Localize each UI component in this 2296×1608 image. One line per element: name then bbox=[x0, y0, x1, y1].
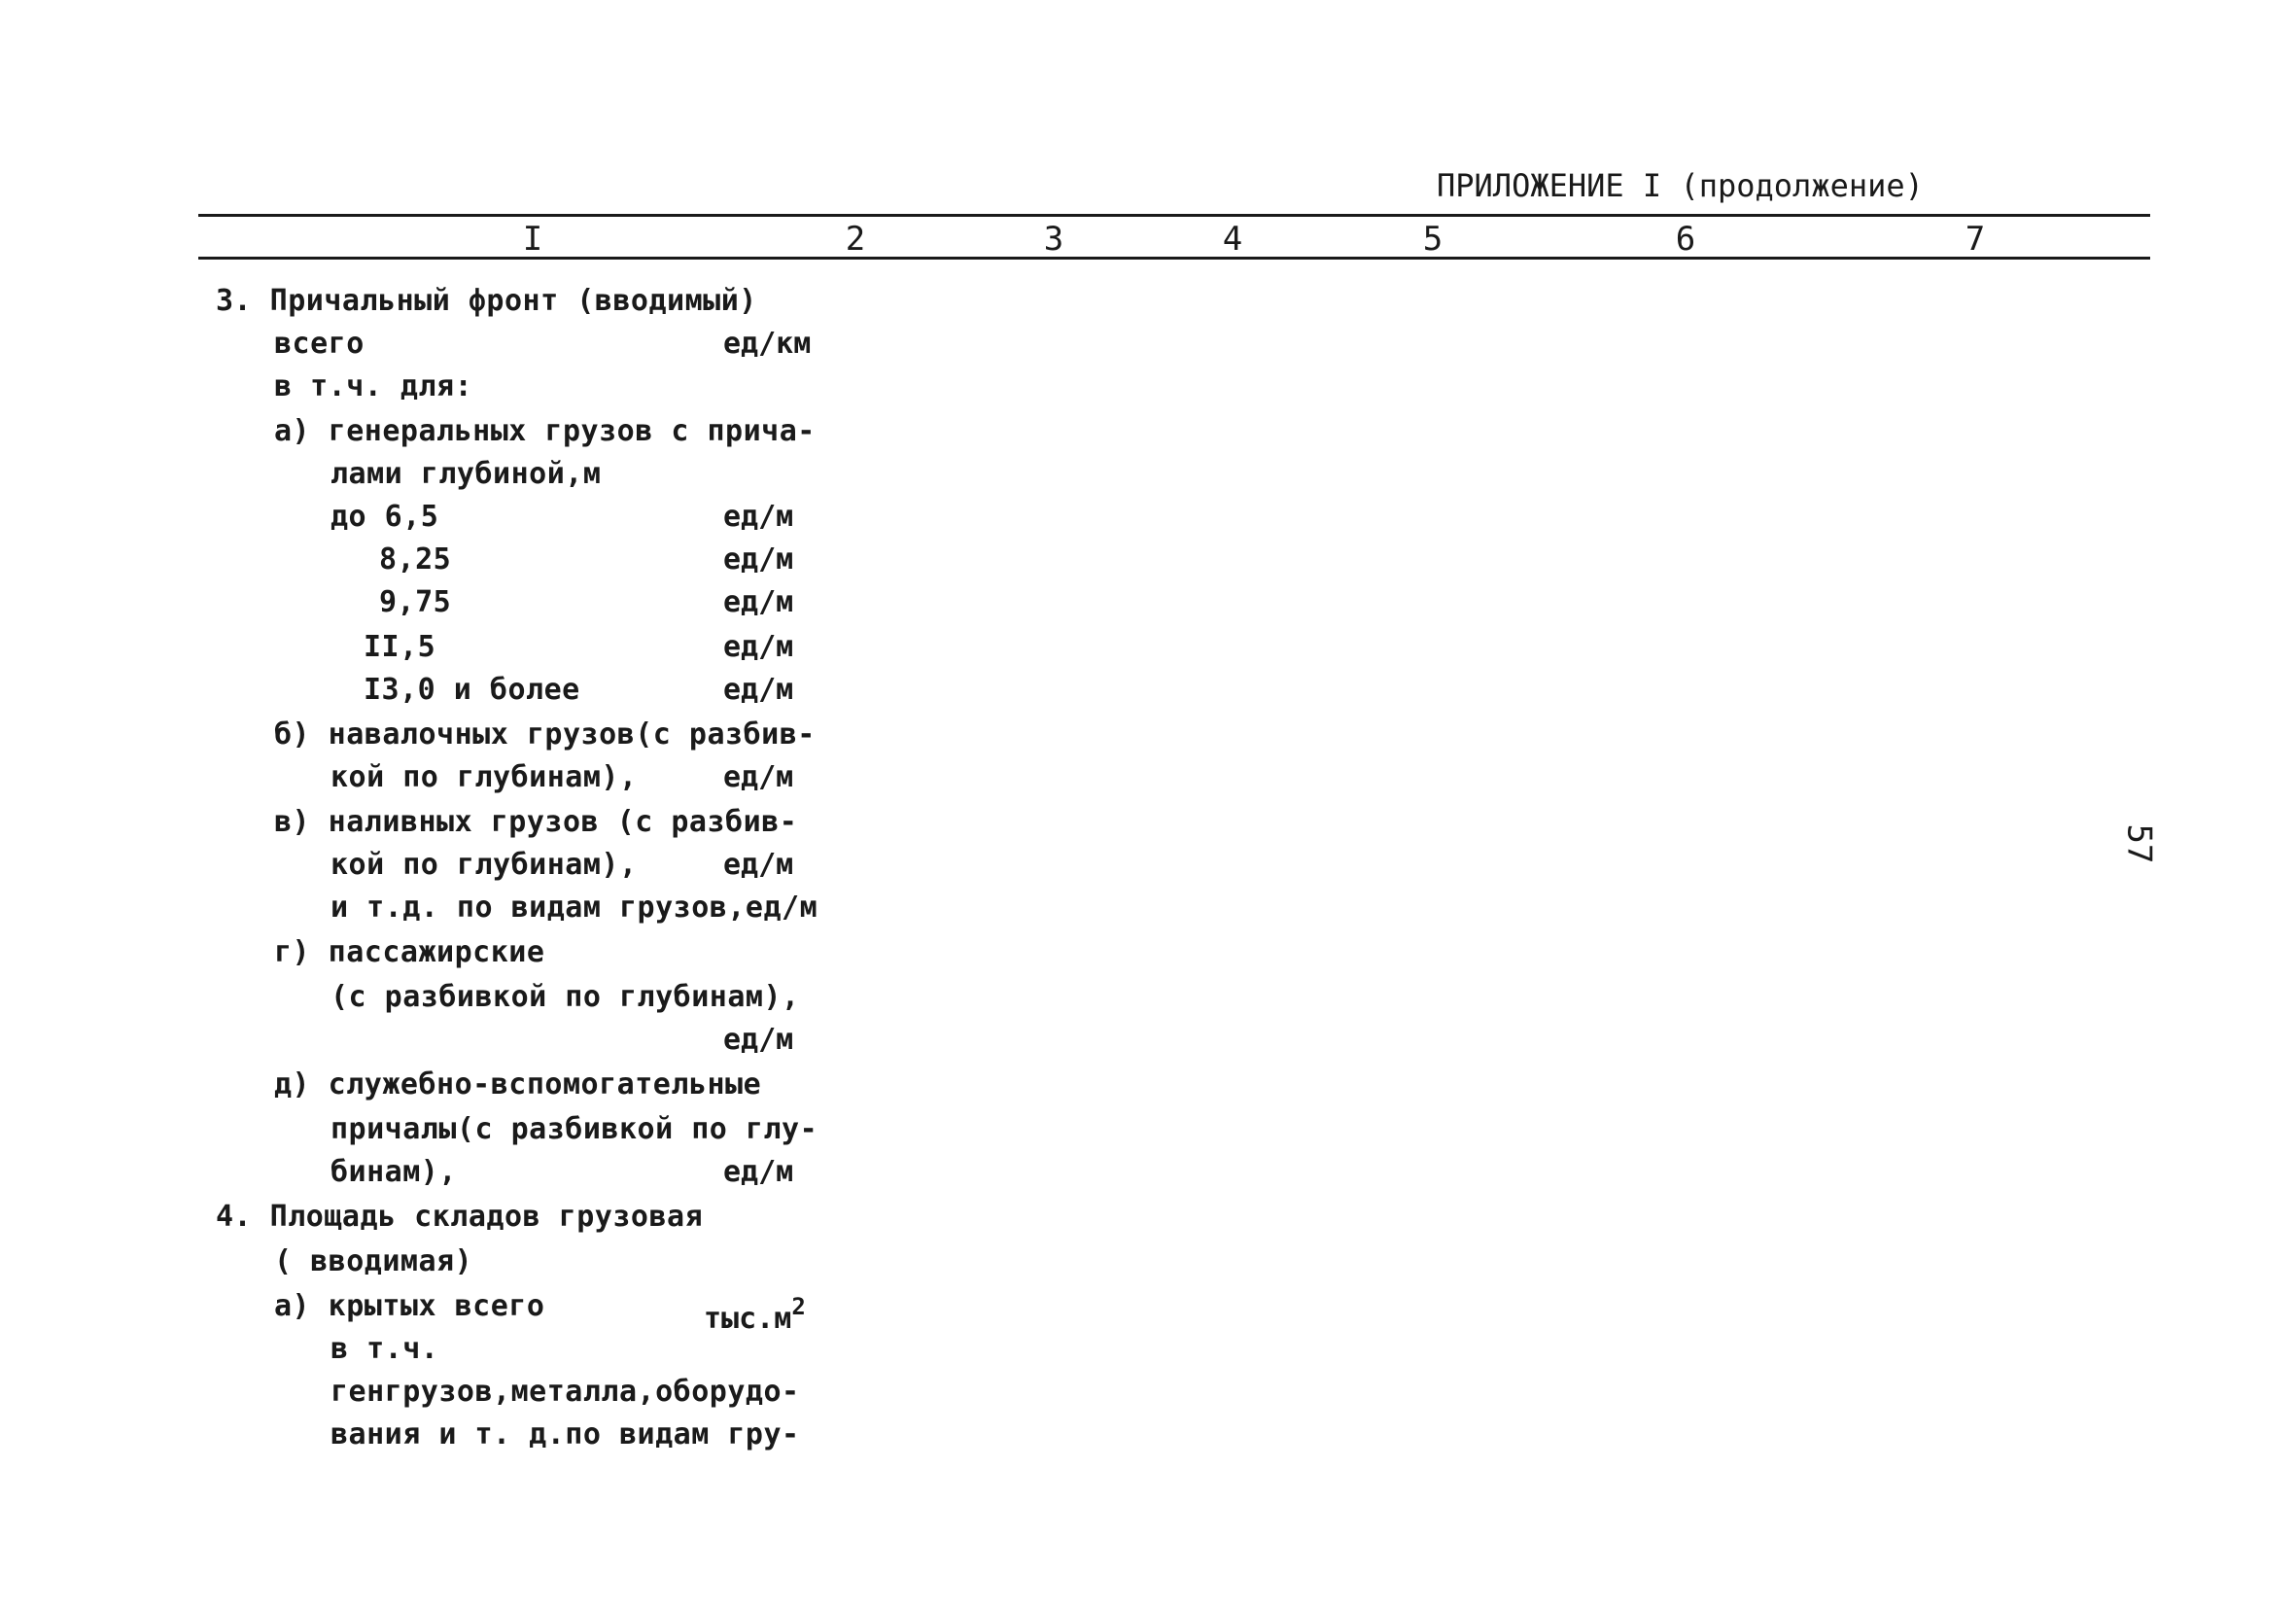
row-d-service-cont2: бинам), bbox=[330, 1155, 457, 1189]
row-depth-6-5: до 6,5 bbox=[330, 500, 439, 534]
row-gencargo-cont: вания и т. д.по видам гру- bbox=[330, 1417, 800, 1451]
row-d-service: д) служебно-вспомогательные bbox=[274, 1067, 762, 1101]
column-header-6: 6 bbox=[1675, 220, 1696, 259]
row-depth-8-25: 8,25 bbox=[379, 542, 452, 577]
table-top-rule bbox=[198, 214, 2150, 217]
row-b-bulk-cont: кой по глубинам), bbox=[330, 760, 638, 794]
row-v-liquid: в) наливных грузов (с разбив- bbox=[274, 805, 798, 839]
column-header-7: 7 bbox=[1965, 220, 1986, 259]
row-total-unit: ед/км bbox=[723, 327, 812, 361]
row-depth-13-0-unit: ед/м bbox=[723, 673, 794, 707]
row-depth-9-75-unit: ед/м bbox=[723, 585, 794, 619]
row-depth-13-0: I3,0 и более bbox=[364, 673, 580, 707]
row-a-covered-unit-sup: 2 bbox=[791, 1293, 806, 1320]
row-incl: в т.ч. для: bbox=[274, 369, 473, 403]
row-incl-2: в т.ч. bbox=[330, 1332, 439, 1366]
column-header-1: I bbox=[522, 220, 543, 259]
row-g-passenger-unit: ед/м bbox=[723, 1023, 794, 1057]
page-number: 57 bbox=[2119, 823, 2159, 864]
row-depth-6-5-unit: ед/м bbox=[723, 500, 794, 534]
column-header-2: 2 bbox=[845, 220, 866, 259]
row-a-covered-unit bbox=[704, 1285, 806, 1341]
row-4-title: 4. Площадь складов грузовая bbox=[216, 1200, 704, 1234]
row-v-liquid-unit: ед/м bbox=[723, 848, 794, 882]
row-d-service-cont: причалы(с разбивкой по глу- bbox=[330, 1112, 818, 1146]
row-a-general: а) генеральных грузов с прича- bbox=[274, 414, 816, 448]
column-header-5: 5 bbox=[1422, 220, 1444, 259]
column-header-3: 3 bbox=[1043, 220, 1064, 259]
row-depth-11-5-unit: ед/м bbox=[723, 630, 794, 664]
column-header-4: 4 bbox=[1222, 220, 1243, 259]
row-a-covered-unit-text: тыс.м bbox=[704, 1302, 792, 1336]
row-gencargo: генгрузов,металла,оборудо- bbox=[330, 1375, 800, 1409]
table-header-rule bbox=[198, 257, 2150, 260]
row-depth-8-25-unit: ед/м bbox=[723, 542, 794, 577]
row-a-general-cont: лами глубиной,м bbox=[330, 457, 602, 491]
row-3-title: 3. Причальный фронт (вводимый) bbox=[216, 284, 757, 318]
appendix-header: ПРИЛОЖЕНИЕ I (продолжение) bbox=[1437, 167, 1924, 204]
row-depth-9-75: 9,75 bbox=[379, 585, 452, 619]
row-d-service-unit: ед/м bbox=[723, 1155, 794, 1189]
row-4-title-cont: ( вводимая) bbox=[274, 1244, 473, 1278]
row-total: всего bbox=[274, 327, 365, 361]
row-depth-11-5: II,5 bbox=[364, 630, 436, 664]
row-b-bulk-unit: ед/м bbox=[723, 760, 794, 794]
row-etc-by-cargo: и т.д. по видам грузов,ед/м bbox=[330, 891, 818, 925]
row-g-passenger-cont: (с разбивкой по глубинам), bbox=[330, 980, 800, 1014]
row-v-liquid-cont: кой по глубинам), bbox=[330, 848, 638, 882]
row-g-passenger: г) пассажирские bbox=[274, 935, 545, 969]
row-a-covered: а) крытых всего bbox=[274, 1289, 545, 1323]
row-b-bulk: б) навалочных грузов(с разбив- bbox=[274, 717, 816, 752]
